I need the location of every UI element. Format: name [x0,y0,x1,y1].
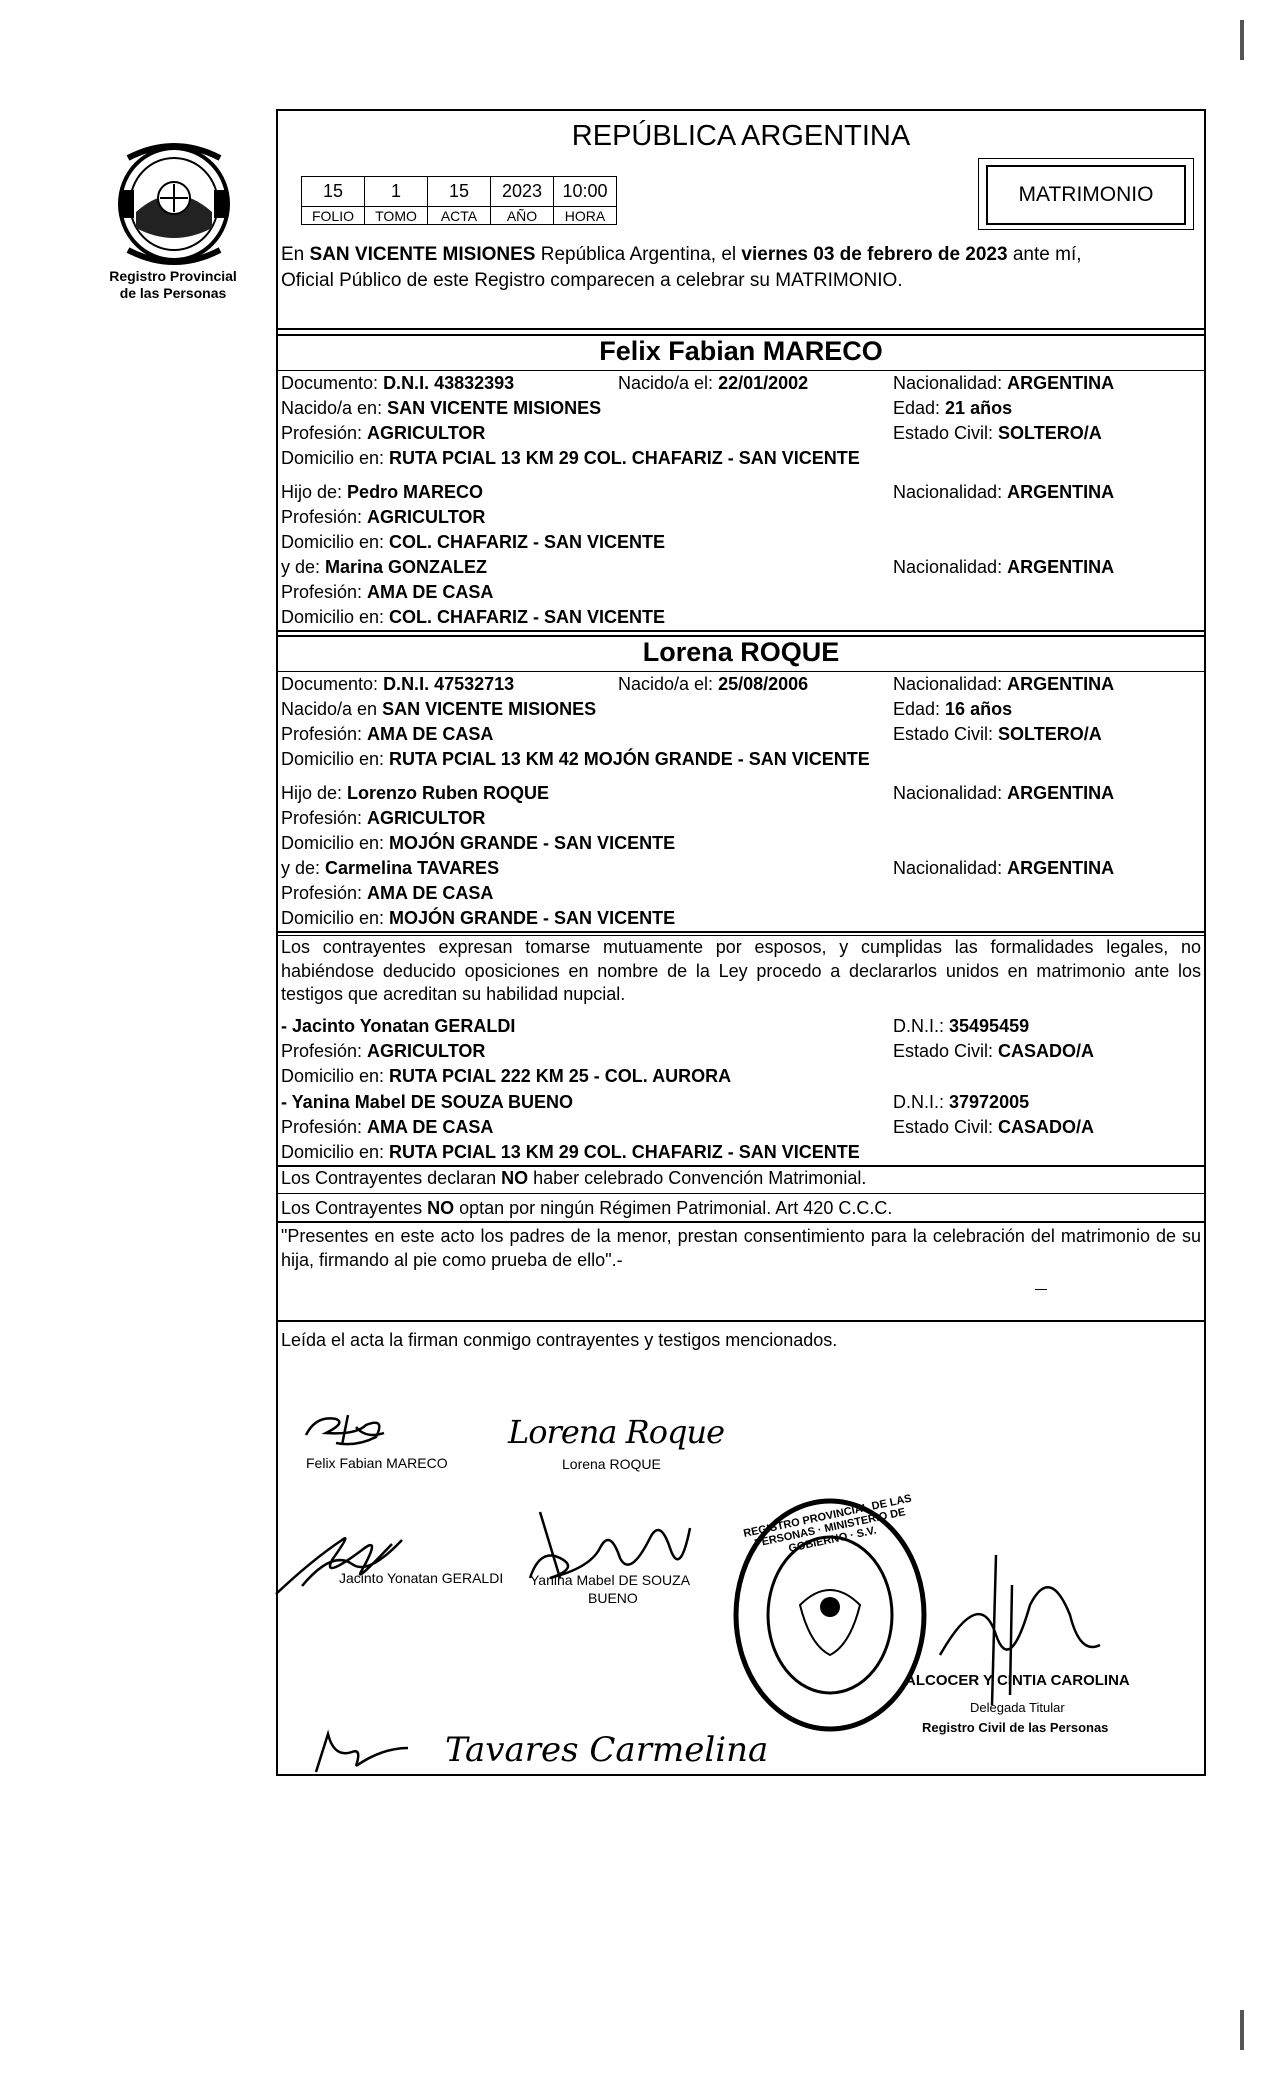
bride-father: Hijo de: Lorenzo Ruben ROQUE [281,783,550,803]
groom-father-addr: Domicilio en: COL. CHAFARIZ - SAN VICENTE [281,532,666,552]
hora-label: HORA [554,207,617,225]
intro-place: SAN VICENTE MISIONES [309,244,536,265]
tomo-label: TOMO [365,207,428,225]
page-title: REPÚBLICA ARGENTINA [571,120,911,152]
groom-signature [296,1405,396,1455]
groom-addr: Domicilio en: RUTA PCIAL 13 KM 29 COL. CHAFARIZ - SAN VICENTE [281,448,860,468]
father-signature [312,1728,412,1776]
witness2-signature-label-1: Yanina Mabel DE SOUZA [530,1572,691,1588]
witness1-signature [272,1520,412,1600]
acta-value: 15 [428,177,491,207]
mother-handwriting: Tavares Carmelina [445,1730,769,1770]
folio-value: 15 [302,177,365,207]
groom-civil: Estado Civil: SOLTERO/A [893,423,1102,443]
acta-label: ACTA [428,207,491,225]
witness1-signature-label: Jacinto Yonatan GERALDI [339,1570,504,1586]
groom-mother-addr: Domicilio en: COL. CHAFARIZ - SAN VICENTE [281,607,666,627]
anio-value: 2023 [491,177,554,207]
bride-civil: Estado Civil: SOLTERO/A [893,724,1102,744]
registry-logo [108,138,240,266]
intro-line-2: Oficial Público de este Registro comparecen a celebrar su MATRIMONIO. [281,270,903,291]
witness2-civil: Estado Civil: CASADO/A [893,1117,1095,1137]
official-name: ALCOCER Y CINTIA CAROLINA [905,1672,1130,1689]
bride-prof: Profesión: AMA DE CASA [281,724,494,744]
bride-doc: Documento: D.N.I. 47532713 [281,674,515,694]
registry-logo-caption-2: de las Personas [119,285,227,301]
bride-father-addr: Domicilio en: MOJÓN GRANDE - SAN VICENTE [281,833,676,853]
witness2-name: - Yanina Mabel DE SOUZA BUENO [281,1092,574,1112]
convention-line-2: Los Contrayentes NO optan por ningún Régimen Patrimonial. Art 420 C.C.C. [281,1198,893,1218]
tomo-value: 1 [365,177,428,207]
witness2-addr: Domicilio en: RUTA PCIAL 13 KM 29 COL. CHAFARIZ - SAN VICENTE [281,1142,860,1162]
witness1-prof: Profesión: AGRICULTOR [281,1041,486,1061]
groom-name: Felix Fabian MARECO [599,336,883,366]
official-role: Delegada Titular [970,1700,1065,1715]
groom-mother-prof: Profesión: AMA DE CASA [281,582,494,602]
official-signature [900,1545,1120,1715]
witness1-name: - Jacinto Yonatan GERALDI [281,1016,516,1036]
groom-prof: Profesión: AGRICULTOR [281,423,486,443]
groom-signature-label: Felix Fabian MARECO [306,1455,448,1471]
edge-mark-bottom [1240,2010,1244,2050]
bride-nat: Nacionalidad: ARGENTINA [893,674,1115,694]
hora-value: 10:00 [554,177,617,207]
bride-birthplace: Nacido/a en SAN VICENTE MISIONES [281,699,597,719]
declaration-text: Los contrayentes expresan tomarse mutuamente por esposos, y cumplidas las formalidades legales, no habiéndose deducido oposiciones en nombre de la Ley procedo a declararlos unidos en matrimonio ante los testigos que acreditan su habilidad nupcial. [281,937,1201,1004]
groom-born: Nacido/a el: 22/01/2002 [618,373,809,393]
bride-mother-addr: Domicilio en: MOJÓN GRANDE - SAN VICENTE [281,908,676,928]
bride-mother: y de: Carmelina TAVARES [281,858,500,878]
bride-handwriting: Lorena Roque [508,1413,724,1451]
folio-label: FOLIO [302,207,365,225]
groom-father-nat: Nacionalidad: ARGENTINA [893,482,1115,502]
anio-label: AÑO [491,207,554,225]
convention-line-1: Los Contrayentes declaran NO haber celebrado Convención Matrimonial. [281,1168,867,1188]
groom-birthplace: Nacido/a en: SAN VICENTE MISIONES [281,398,602,418]
bride-addr: Domicilio en: RUTA PCIAL 13 KM 42 MOJÓN GRANDE - SAN VICENTE [281,749,870,769]
witness2-dni: D.N.I.: 37972005 [893,1092,1030,1112]
witness1-dni: D.N.I.: 35495459 [893,1016,1030,1036]
witness2-signature-label-2: BUENO [588,1590,638,1606]
intro-date: viernes 03 de febrero de 2023 [741,244,1008,265]
bride-name: Lorena ROQUE [642,637,840,667]
bride-father-nat: Nacionalidad: ARGENTINA [893,783,1115,803]
consent-text: "Presentes en este acto los padres de la menor, prestan consentimiento para la celebración del matrimonio de su hija, firmando al pie como prueba de ello".- [281,1226,1201,1270]
bride-mother-nat: Nacionalidad: ARGENTINA [893,858,1115,878]
official-office: Registro Civil de las Personas [922,1720,1109,1735]
witness1-addr: Domicilio en: RUTA PCIAL 222 KM 25 - COL. AURORA [281,1066,732,1086]
groom-mother: y de: Marina GONZALEZ [281,557,488,577]
bride-mother-prof: Profesión: AMA DE CASA [281,883,494,903]
edge-mark-top [1240,20,1244,60]
groom-father-prof: Profesión: AGRICULTOR [281,507,486,527]
registry-table [301,176,617,225]
registry-logo-caption-1: Registro Provincial [109,268,237,284]
intro-line-1: En SAN VICENTE MISIONES República Argentina, el viernes 03 de febrero de 2023 ante mí, [281,244,1082,265]
closing-text: Leída el acta la firman conmigo contrayentes y testigos mencionados. [281,1330,838,1350]
act-type: MATRIMONIO [986,165,1186,225]
stamp-text: REGISTRO PROVINCIAL DE LAS PERSONAS · MINISTERIO DE GOBIERNO · S.V. [742,1492,913,1555]
groom-nat: Nacionalidad: ARGENTINA [893,373,1115,393]
bride-age: Edad: 16 años [893,699,1013,719]
groom-father: Hijo de: Pedro MARECO [281,482,484,502]
groom-mother-nat: Nacionalidad: ARGENTINA [893,557,1115,577]
bride-father-prof: Profesión: AGRICULTOR [281,808,486,828]
groom-doc: Documento: D.N.I. 43832393 [281,373,515,393]
witness1-civil: Estado Civil: CASADO/A [893,1041,1095,1061]
groom-age: Edad: 21 años [893,398,1013,418]
bride-born: Nacido/a el: 25/08/2006 [618,674,809,694]
bride-signature-label: Lorena ROQUE [562,1456,661,1472]
witness2-prof: Profesión: AMA DE CASA [281,1117,494,1137]
